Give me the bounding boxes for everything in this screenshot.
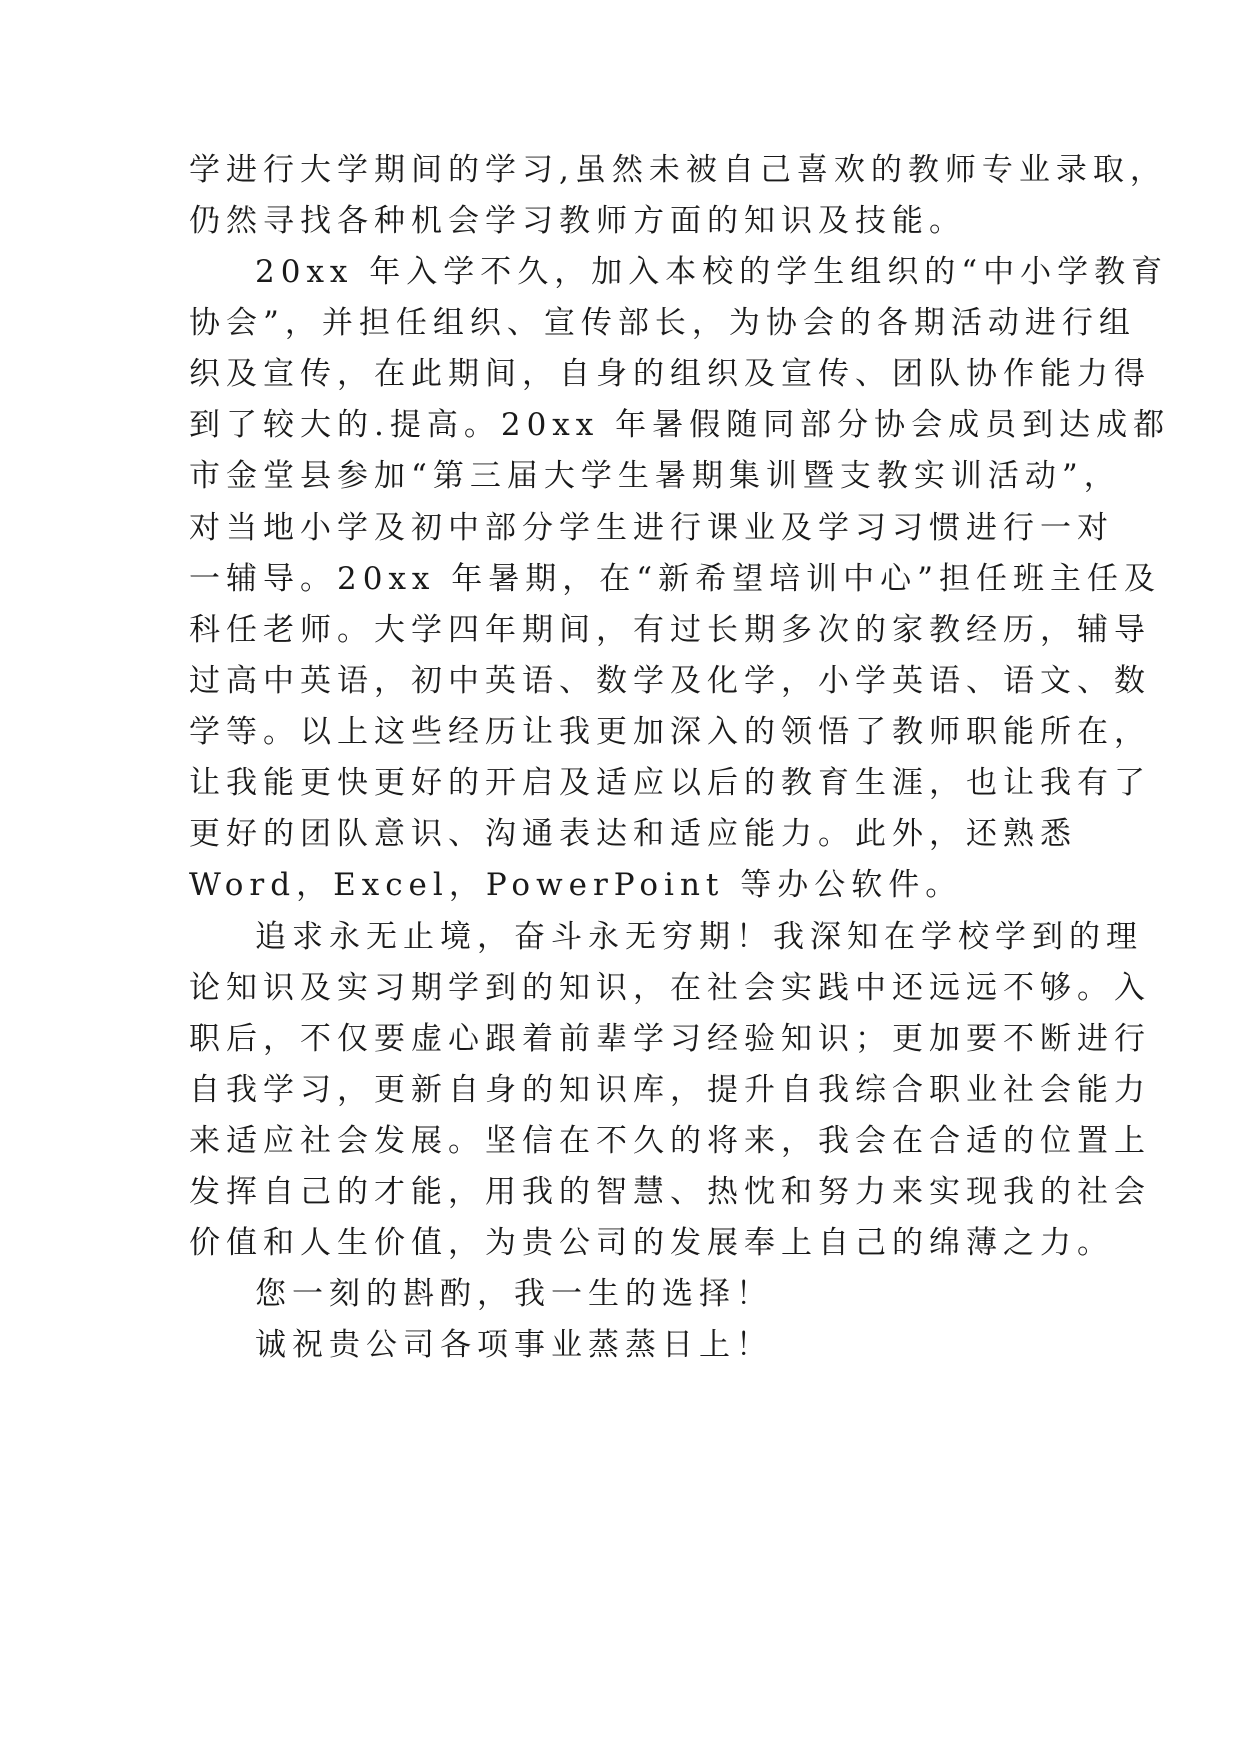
text-line: 市金堂县参加“第三届大学生暑期集训暨支教实训活动”， bbox=[189, 458, 1121, 494]
closing-line: 您一刻的斟酌，我一生的选择！ bbox=[255, 1276, 773, 1312]
paragraph-first-line: 20xx 年入学不久，加入本校的学生组织的“中小学教育 bbox=[255, 254, 1169, 290]
text-line: 对当地小学及初中部分学生进行课业及学习习惯进行一对 bbox=[189, 510, 1114, 546]
text-line: 学进行大学期间的学习,虽然未被自己喜欢的教师专业录取， bbox=[189, 152, 1167, 188]
text-line: 发挥自己的才能，用我的智慧、热忱和努力来实现我的社会 bbox=[189, 1174, 1151, 1210]
closing-line: 诚祝贵公司各项事业蒸蒸日上！ bbox=[255, 1327, 773, 1363]
text-line: 来适应社会发展。坚信在不久的将来，我会在合适的位置上 bbox=[189, 1123, 1151, 1159]
text-line: Word，Excel，PowerPoint 等办公软件。 bbox=[189, 867, 963, 903]
text-line: 价值和人生价值，为贵公司的发展奉上自己的绵薄之力。 bbox=[189, 1225, 1114, 1261]
text-line: 一辅导。20xx 年暑期，在“新希望培训中心”担任班主任及 bbox=[189, 561, 1161, 597]
paragraph-first-line: 追求永无止境，奋斗永无穷期！我深知在学校学到的理 bbox=[255, 919, 1143, 955]
text-line: 自我学习，更新自身的知识库，提升自我综合职业社会能力 bbox=[189, 1072, 1151, 1108]
text-line: 更好的团队意识、沟通表达和适应能力。此外，还熟悉 bbox=[189, 816, 1077, 852]
text-line: 协会”，并担任组织、宣传部长，为协会的各期活动进行组 bbox=[189, 305, 1136, 341]
text-line: 到了较大的.提高。20xx 年暑假随同部分协会成员到达成都 bbox=[189, 407, 1171, 443]
text-line: 让我能更快更好的开启及适应以后的教育生涯，也让我有了 bbox=[189, 765, 1151, 801]
text-line: 仍然寻找各种机会学习教师方面的知识及技能。 bbox=[189, 203, 966, 239]
text-line: 职后，不仅要虚心跟着前辈学习经验知识；更加要不断进行 bbox=[189, 1021, 1151, 1057]
text-line: 论知识及实习期学到的知识，在社会实践中还远远不够。入 bbox=[189, 970, 1151, 1006]
text-line: 学等。以上这些经历让我更加深入的领悟了教师职能所在， bbox=[189, 714, 1151, 750]
text-line: 过高中英语，初中英语、数学及化学，小学英语、语文、数 bbox=[189, 663, 1151, 699]
text-line: 科任老师。大学四年期间，有过长期多次的家教经历，辅导 bbox=[189, 612, 1151, 648]
text-line: 织及宣传，在此期间，自身的组织及宣传、团队协作能力得 bbox=[189, 356, 1151, 392]
